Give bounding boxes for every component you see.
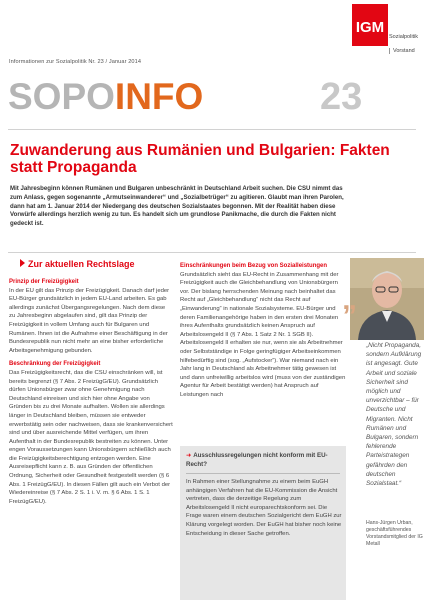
paragraph: In der EU gilt das Prinzip der Freizügigkeit. Danach darf jeder EU-Bürger grundsätzlich in jedem EU-Land arbeiten. Es gab allerdings zunächst Übergangsregelungen. Nach dem diese zu Jahresbeginn abgelaufen sind, gilt das Prinzip der Freizügigkeit in vollem Umfang auch für Bulgaren und Rumänen. Ihnen ist die Aufnahme einer Beschäftigung in der Bundesrepublik nun nicht mehr an eine bisher erforderliche Arbeitsgenehmigung gebunden.: [9, 287, 170, 354]
section-heading: [20, 259, 135, 269]
info-box-title-text: Ausschlussregelungen nicht konform mit EU-Recht?: [186, 452, 328, 468]
pull-quote: „Nicht Propaganda, sondern Aufklärung ist angesagt. Gute Arbeit und soziale Sicherheit sind möglich und unverzichtbar – für Deutsche und Migranten. Nicht Rumänen und Bulgaren, sondern fehlerende Parteistrategen gefährden den deutschen Sozialstaat.“: [366, 342, 422, 488]
divider: [8, 252, 416, 253]
arrow-right-icon: ➜: [186, 452, 192, 459]
column-1: [9, 278, 173, 506]
ig-metall-logo: [352, 4, 418, 64]
info-box-title: [186, 452, 346, 469]
subheading: Einschränkungen beim Bezug von Sozialleistungen: [180, 263, 328, 269]
lead-paragraph: Mit Jahresbeginn können Rumänen und Bulgaren unbeschränkt in Deutschland Arbeit suchen. Die CSU nimmt das zum Anlass, gegen sogenannte „Armutseinwanderer“ und „Sozialbetrüger“ zu agitieren. Glaubt man ihren Parolen, dann hat am 1. Januar 2014 der Niedergang des deutschen Sozialstaates begonnen. Mit der Realität haben diese Vorwürfe allerdings herzlich wenig zu tun. Es handelt sich um grundlose Panikmache, die durch die Fakten nicht gedeckt ist.: [10, 185, 344, 228]
brand-info: INFO: [114, 76, 204, 117]
info-line: Informationen zur Sozialpolitik Nr. 23 / Januar 2014: [9, 59, 142, 65]
brand-sopo: SOPO: [8, 76, 115, 117]
headline: Zuwanderung aus Rumänien und Bulgarien: Fakten statt Propaganda: [10, 142, 390, 176]
subheading: Beschränkung der Freizügigkeit: [9, 361, 101, 368]
svg-text:IGM: IGM: [355, 19, 385, 36]
portrait-photo: [350, 258, 424, 340]
info-box-text: In Rahmen einer Stellungnahme zu einem beim EuGH anhängigen Verfahren hat die EU-Kommission die Ansicht vertreten, dass die derzeitige Regelung zum Arbeitslosengeld II nicht europarechtskonform sei. Die Frage waren einem deutschen Sozialgericht dem EuGH zur Klärung vorgelegt worden. Der EuGH hat bisher noch keine Entscheidung in dieser Sache getroffen.: [186, 479, 342, 537]
logo-department: Sozialpolitik: [389, 34, 419, 40]
brand-title: [8, 78, 203, 115]
issue-number: 23: [320, 76, 363, 118]
section-heading-text: Zur aktuellen Rechtslage: [28, 259, 135, 269]
paragraph: Grundsätzlich sieht das EU-Recht in Zusammenhang mit der Freizügigkeit auch die Gleichbehandlung von Unionsbürgern vor. Der bislang herrschenden Meinung nach beinhaltet das Recht auf „Gleichbehandlung“ nicht das Recht auf „Einwanderung“ in nationale Sozialsysteme. EU-Bürger und deren Familienangehörige haben in den ersten drei Monaten ihres Aufenthalts grundsätzlich keinen Anspruch auf Arbeitslosengeld II (§ 7 Abs. 1 Satz 2 Nr. 1 SGB II). Arbeitslosengeld II erhalten sie nur, wenn sie als Arbeitnehmer oder Selbstständige in Folge geringfügiger Arbeitseinkommen hilfebedürftig sind (sog. „Aufstocker“). War niemand nach ein Jahr lang in Deutschland als Arbeitnehmer tätig gewesen ist und dann unfreiwillig arbeitslos wird (muss von der zuständigen Agentur für Arbeit bestätigt werden) hat Anspruch auf Leistungen nach: [180, 271, 346, 398]
paragraph: Das Freizügigkeitsrecht, das die CSU einschränken will, ist bereits begrenzt (§ 7 Abs. 2 FreizügG/EU). Grundsätzlich dürfen Unionsbürger zwar ohne Genehmigung nach Deutschland einreisen und sich hier ohne Angabe von Gründen bis zu drei Monate aufhalten. Wollen sie allerdings länger in Deutschland bleiben, müssen sie entweder erwerbstätig sein oder nachweisen, dass sie krankenversichert sind und über ausreichende Mittel verfügen, um ihren Aufenthalt in der Bundesrepublik bestreiten zu können. Unter engen Voraussetzungen kann Unionsbürgern schließlich auch die Freizügigkeitsberechtigung entzogen werden. Eine Ausreisepflicht kann z. B. aus Gründen der öffentlichen Ordnung, Sicherheit oder Gesundheit festgestellt werden (§ 6 Abs. 1 FreizügG/EU). In diesen Fällen gilt auch ein Verbot der Wiedereinreise (§ 7 Abs. 2 S. 1 i. V. m. § 6 Abs. 1 S. 1 FreizügG/EU).: [9, 369, 173, 505]
logo-mark-icon: [352, 4, 388, 46]
divider: [186, 473, 340, 474]
logo-board: Vorstand: [389, 48, 415, 54]
subheading: Prinzip der Freizügigkeit: [9, 279, 79, 285]
divider: [8, 129, 416, 130]
quote-author: Hans-Jürgen Urban, geschäftsführendes Vorstandsmitglied der IG Metall: [366, 520, 423, 547]
quote-mark-icon: „: [342, 283, 357, 316]
column-2: [180, 262, 346, 400]
